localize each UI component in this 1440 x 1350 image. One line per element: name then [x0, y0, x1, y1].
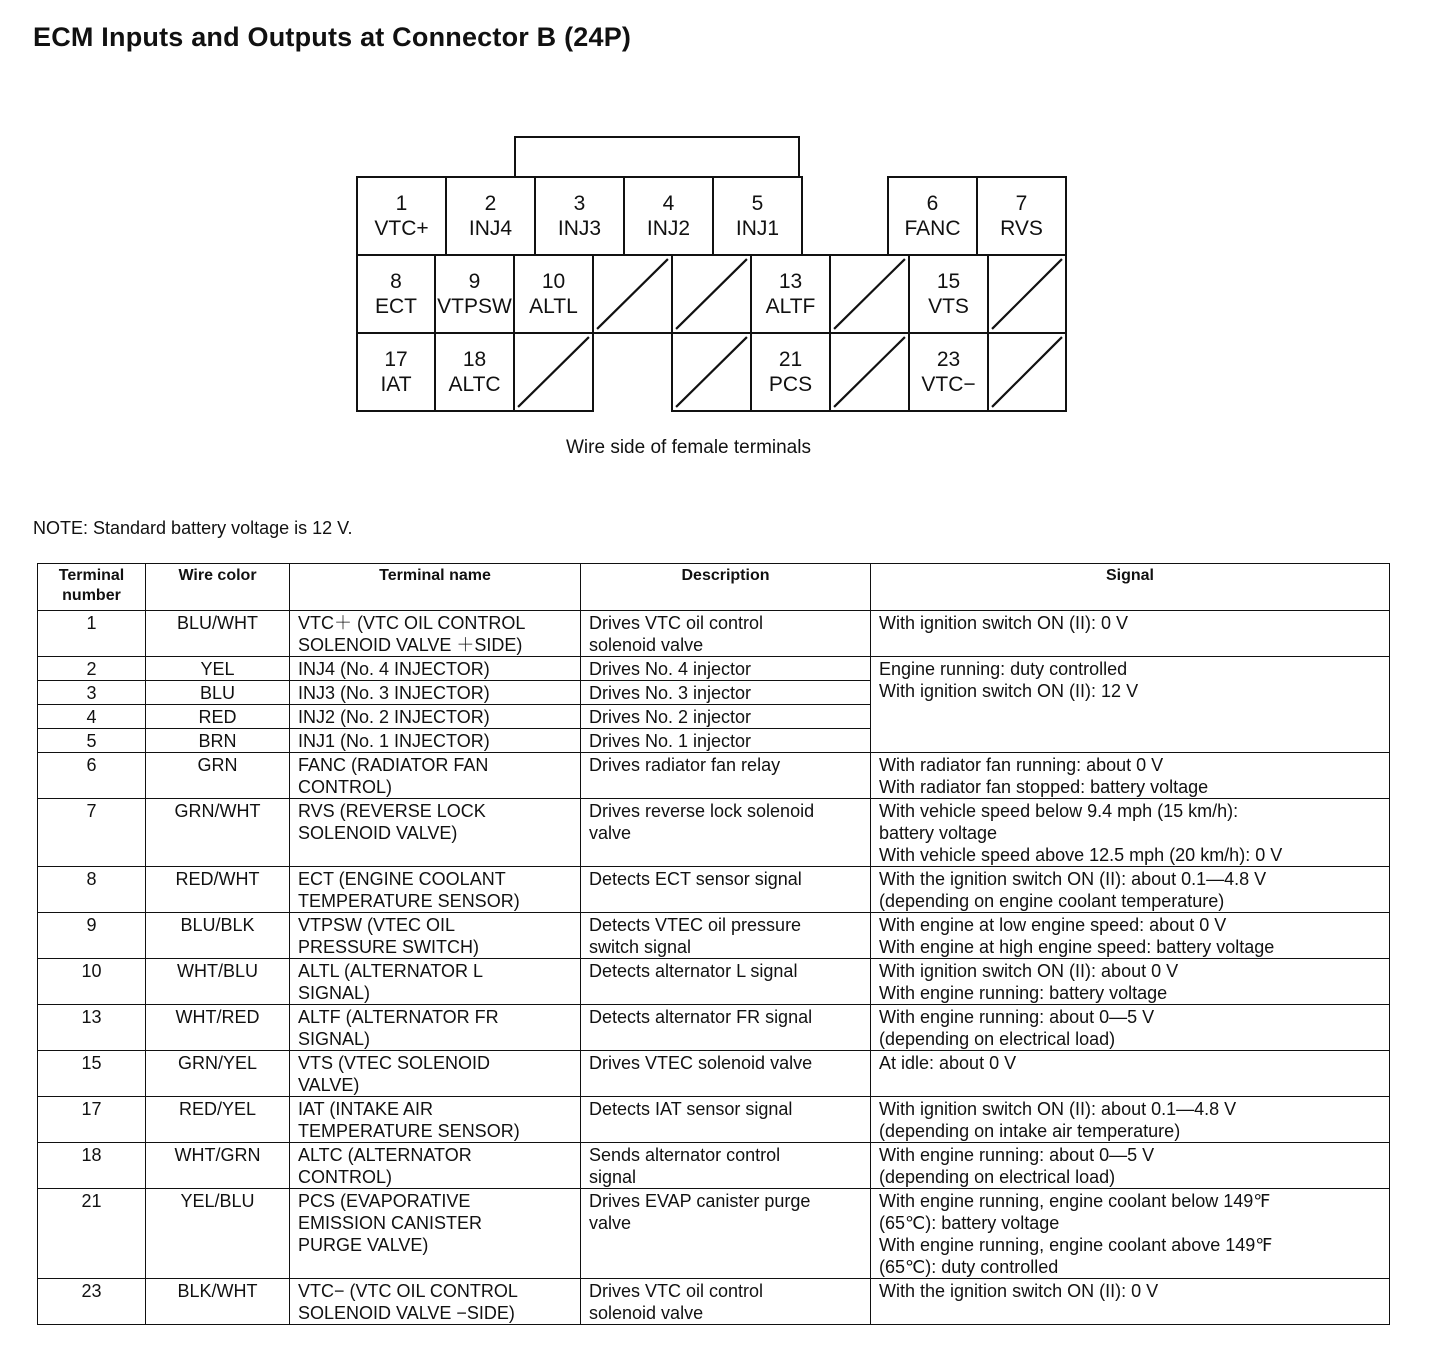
text-line: With engine running: battery voltage [879, 983, 1168, 1003]
terminal-number-cell: 13 [38, 1005, 146, 1051]
terminal-label: ALTL [529, 295, 578, 318]
terminal-number-cell: 7 [38, 799, 146, 867]
terminal-number: 7 [1015, 192, 1028, 215]
terminal-table [37, 563, 1390, 1325]
text-line: With ignition switch ON (II): about 0 V [879, 961, 1179, 981]
wire-color-cell: RED/WHT [146, 867, 290, 913]
text-line: ALTC (ALTERNATOR [298, 1145, 472, 1165]
terminal-label: ALTF [765, 295, 816, 318]
text-line: SOLENOID VALVE −SIDE) [298, 1303, 515, 1323]
wire-color-cell: RED [146, 705, 290, 729]
terminal-name-cell [290, 867, 581, 913]
terminal-number-cell: 23 [38, 1279, 146, 1325]
text-line: switch signal [589, 937, 692, 957]
description-cell: Drives No. 2 injector [581, 705, 871, 729]
terminal-label: VTC+ [374, 217, 429, 240]
description-cell: Drives radiator fan relay [581, 753, 871, 799]
terminal-label: INJ3 [557, 217, 602, 240]
text-line: Drives VTC oil control [589, 1281, 764, 1301]
text-line: With vehicle speed above 12.5 mph (20 km/h): 0 V [879, 845, 1283, 865]
wire-color-cell: RED/YEL [146, 1097, 290, 1143]
terminal-7 [976, 176, 1067, 256]
terminal-name-cell: INJ1 (No. 1 INJECTOR) [290, 729, 581, 753]
text-line: With radiator fan running: about 0 V [879, 755, 1164, 775]
text-line: Engine running: duty controlled [879, 659, 1128, 679]
terminal-number-cell: 3 [38, 681, 146, 705]
text-line: EMISSION CANISTER [298, 1213, 483, 1233]
terminal-5 [712, 176, 803, 256]
text-line: VTC− (VTC OIL CONTROL [298, 1281, 518, 1301]
empty-terminal-slot [592, 254, 673, 334]
terminal-number-cell: 18 [38, 1143, 146, 1189]
description-cell [581, 913, 871, 959]
terminal-2 [445, 176, 536, 256]
table-row [38, 1143, 1390, 1189]
terminal-name-cell [290, 1143, 581, 1189]
wire-color-cell: WHT/BLU [146, 959, 290, 1005]
description-cell [581, 611, 871, 657]
table-row [38, 1097, 1390, 1143]
terminal-name-cell: INJ2 (No. 2 INJECTOR) [290, 705, 581, 729]
terminal-number: 23 [936, 348, 961, 371]
text-line: valve [589, 823, 632, 843]
terminal-label: IAT [380, 373, 412, 396]
text-line: With radiator fan stopped: battery voltage [879, 777, 1209, 797]
text-line: ECT (ENGINE COOLANT [298, 869, 506, 889]
terminal-number-cell: 21 [38, 1189, 146, 1279]
terminal-4 [623, 176, 714, 256]
terminal-name-cell [290, 1189, 581, 1279]
signal-cell [871, 1189, 1390, 1279]
empty-terminal-slot [987, 254, 1067, 334]
terminal-number-cell: 4 [38, 705, 146, 729]
signal-cell [871, 1097, 1390, 1143]
text-line: VTPSW (VTEC OIL [298, 915, 456, 935]
connector-locking-tab [514, 136, 800, 176]
text-line: ALTF (ALTERNATOR FR [298, 1007, 499, 1027]
text-line: With vehicle speed below 9.4 mph (15 km/h): [879, 801, 1239, 821]
page-title: ECM Inputs and Outputs at Connector B (24P) [33, 22, 632, 52]
terminal-13 [750, 254, 831, 334]
text-line: (depending on electrical load) [879, 1167, 1116, 1187]
terminal-name-cell: INJ4 (No. 4 INJECTOR) [290, 657, 581, 681]
diagram-caption: Wire side of female terminals [566, 437, 811, 458]
text-line: With ignition switch ON (II): 12 V [879, 681, 1139, 701]
terminal-label: VTS [928, 295, 969, 318]
terminal-number-cell: 2 [38, 657, 146, 681]
wire-color-cell: BRN [146, 729, 290, 753]
terminal-number-cell: 9 [38, 913, 146, 959]
terminal-8 [356, 254, 436, 334]
header-text: Terminal [58, 567, 125, 584]
text-line: Drives VTC oil control [589, 613, 764, 633]
signal-cell [871, 799, 1390, 867]
terminal-label: INJ4 [468, 217, 513, 240]
wire-color-cell: WHT/GRN [146, 1143, 290, 1189]
header-signal: Signal [871, 564, 1390, 611]
text-line: VTS (VTEC SOLENOID [298, 1053, 491, 1073]
text-line: With ignition switch ON (II): 0 V [879, 613, 1129, 633]
terminal-number: 9 [468, 270, 481, 293]
header-terminal-name: Terminal name [290, 564, 581, 611]
terminal-number: 5 [751, 192, 764, 215]
terminal-number: 4 [662, 192, 675, 215]
terminal-21 [750, 332, 831, 412]
terminal-number: 17 [384, 348, 408, 371]
terminal-label: VTC− [921, 373, 976, 396]
signal-cell [871, 959, 1390, 1005]
table-row [38, 799, 1390, 867]
text-line: solenoid valve [589, 635, 704, 655]
terminal-name-cell [290, 1005, 581, 1051]
terminal-number-cell: 15 [38, 1051, 146, 1097]
empty-terminal-slot [671, 332, 752, 412]
text-line: IAT (INTAKE AIR [298, 1099, 434, 1119]
description-cell: Drives No. 3 injector [581, 681, 871, 705]
text-line: FANC (RADIATOR FAN [298, 755, 489, 775]
text-line: valve [589, 1213, 632, 1233]
terminal-6 [887, 176, 978, 256]
text-line: SIGNAL) [298, 1029, 371, 1049]
table-row [38, 913, 1390, 959]
text-line: VALVE) [298, 1075, 360, 1095]
header-wire-color: Wire color [146, 564, 290, 611]
wire-color-cell: GRN/YEL [146, 1051, 290, 1097]
text-line: With ignition switch ON (II): about 0.1—4.8 V [879, 1099, 1237, 1119]
terminal-18 [434, 332, 515, 412]
signal-cell [871, 611, 1390, 657]
terminal-3 [534, 176, 625, 256]
wire-color-cell: YEL [146, 657, 290, 681]
terminal-name-cell [290, 1051, 581, 1097]
empty-terminal-slot [829, 332, 910, 412]
terminal-number: 1 [395, 192, 408, 215]
text-line: Drives reverse lock solenoid [589, 801, 815, 821]
description-cell: Drives No. 1 injector [581, 729, 871, 753]
text-line: Drives EVAP canister purge [589, 1191, 811, 1211]
table-row [38, 657, 1390, 681]
text-line: TEMPERATURE SENSOR) [298, 1121, 520, 1141]
terminal-number-cell: 5 [38, 729, 146, 753]
terminal-name-cell [290, 753, 581, 799]
text-line: battery voltage [879, 823, 998, 843]
description-cell: Detects alternator FR signal [581, 1005, 871, 1051]
text-line: (65℃): battery voltage [879, 1213, 1060, 1233]
signal-cell: With the ignition switch ON (II): 0 V [871, 1279, 1390, 1325]
terminal-15 [908, 254, 989, 334]
terminal-number: 10 [541, 270, 566, 293]
text-line: (depending on intake air temperature) [879, 1121, 1181, 1141]
text-line: CONTROL) [298, 777, 392, 797]
terminal-label: RVS [1000, 217, 1043, 240]
text-line: RVS (REVERSE LOCK [298, 801, 486, 821]
text-line: PURGE VALVE) [298, 1235, 429, 1255]
text-line: SIGNAL) [298, 983, 371, 1003]
text-line: SOLENOID VALVE ＋SIDE) [298, 635, 523, 655]
terminal-9 [434, 254, 515, 334]
wire-color-cell: WHT/RED [146, 1005, 290, 1051]
terminal-10 [513, 254, 594, 334]
text-line: (65℃): duty controlled [879, 1257, 1059, 1277]
signal-cell [871, 913, 1390, 959]
empty-terminal-slot [671, 254, 752, 334]
terminal-number: 13 [778, 270, 803, 293]
text-line: (depending on engine coolant temperature) [879, 891, 1225, 911]
table-row [38, 1005, 1390, 1051]
terminal-number-cell: 10 [38, 959, 146, 1005]
table-row [38, 1051, 1390, 1097]
terminal-17 [356, 332, 436, 412]
text-line: With engine running: about 0—5 V [879, 1007, 1155, 1027]
table-header-row [38, 564, 1390, 611]
terminal-number: 3 [573, 192, 586, 215]
terminal-number: 15 [936, 270, 961, 293]
description-cell: Detects alternator L signal [581, 959, 871, 1005]
terminal-name-cell [290, 959, 581, 1005]
description-cell [581, 799, 871, 867]
terminal-1 [356, 176, 447, 256]
text-line: Detects VTEC oil pressure [589, 915, 802, 935]
description-cell [581, 1279, 871, 1325]
empty-terminal-slot [987, 332, 1067, 412]
terminal-label: PCS [768, 373, 813, 396]
text-line: CONTROL) [298, 1167, 392, 1187]
header-terminal-number [38, 564, 146, 611]
signal-cell [871, 1143, 1390, 1189]
wire-color-cell: BLU [146, 681, 290, 705]
text-line: PCS (EVAPORATIVE [298, 1191, 471, 1211]
terminal-label: VTPSW [437, 295, 512, 318]
empty-terminal-slot [829, 254, 910, 334]
text-line: SOLENOID VALVE) [298, 823, 458, 843]
text-line: VTC＋ (VTC OIL CONTROL [298, 613, 526, 633]
text-line: Sends alternator control [589, 1145, 781, 1165]
table-row [38, 1189, 1390, 1279]
signal-cell [871, 867, 1390, 913]
terminal-number-cell: 8 [38, 867, 146, 913]
header-text: number [62, 587, 121, 604]
terminal-number: 2 [484, 192, 497, 215]
table-row [38, 753, 1390, 799]
text-line: With engine at high engine speed: battery voltage [879, 937, 1275, 957]
signal-cell [871, 1005, 1390, 1051]
description-cell [581, 1189, 871, 1279]
terminal-label: INJ2 [646, 217, 691, 240]
terminal-number-cell: 17 [38, 1097, 146, 1143]
description-cell: Drives VTEC solenoid valve [581, 1051, 871, 1097]
text-line: With engine at low engine speed: about 0 V [879, 915, 1227, 935]
terminal-name-cell: INJ3 (No. 3 INJECTOR) [290, 681, 581, 705]
battery-voltage-note: NOTE: Standard battery voltage is 12 V. [33, 518, 353, 538]
terminal-label: INJ1 [735, 217, 780, 240]
wire-color-cell: BLK/WHT [146, 1279, 290, 1325]
terminal-label: ALTC [448, 373, 501, 396]
signal-cell [871, 657, 1390, 753]
table-row [38, 611, 1390, 657]
header-description: Description [581, 564, 871, 611]
terminal-number: 8 [390, 270, 402, 293]
terminal-label: ECT [375, 295, 417, 318]
description-cell: Detects ECT sensor signal [581, 867, 871, 913]
description-cell: Detects IAT sensor signal [581, 1097, 871, 1143]
terminal-number: 6 [926, 192, 939, 215]
text-line: With the ignition switch ON (II): about 0.1—4.8 V [879, 869, 1267, 889]
terminal-name-cell [290, 913, 581, 959]
text-line: With engine running, engine coolant below 149℉ [879, 1191, 1271, 1211]
wire-color-cell: YEL/BLU [146, 1189, 290, 1279]
text-line: With engine running, engine coolant above 149℉ [879, 1235, 1273, 1255]
signal-cell: At idle: about 0 V [871, 1051, 1390, 1097]
text-line: ALTL (ALTERNATOR L [298, 961, 484, 981]
signal-cell [871, 753, 1390, 799]
terminal-name-cell [290, 1279, 581, 1325]
terminal-number-cell: 6 [38, 753, 146, 799]
terminal-name-cell [290, 1097, 581, 1143]
wire-color-cell: GRN/WHT [146, 799, 290, 867]
terminal-number: 18 [462, 348, 487, 371]
description-cell [581, 1143, 871, 1189]
text-line: signal [589, 1167, 637, 1187]
wire-color-cell: BLU/BLK [146, 913, 290, 959]
description-cell: Drives No. 4 injector [581, 657, 871, 681]
wire-color-cell: GRN [146, 753, 290, 799]
terminal-label: FANC [904, 217, 961, 240]
empty-terminal-slot [513, 332, 594, 412]
text-line: With engine running: about 0—5 V [879, 1145, 1155, 1165]
table-row [38, 867, 1390, 913]
terminal-23 [908, 332, 989, 412]
terminal-number: 21 [778, 348, 803, 371]
table-row [38, 1279, 1390, 1325]
terminal-number-cell: 1 [38, 611, 146, 657]
text-line: (depending on electrical load) [879, 1029, 1116, 1049]
table-row [38, 959, 1390, 1005]
terminal-name-cell [290, 799, 581, 867]
wire-color-cell: BLU/WHT [146, 611, 290, 657]
text-line: PRESSURE SWITCH) [298, 937, 480, 957]
terminal-name-cell [290, 611, 581, 657]
text-line: solenoid valve [589, 1303, 704, 1323]
text-line: TEMPERATURE SENSOR) [298, 891, 520, 911]
